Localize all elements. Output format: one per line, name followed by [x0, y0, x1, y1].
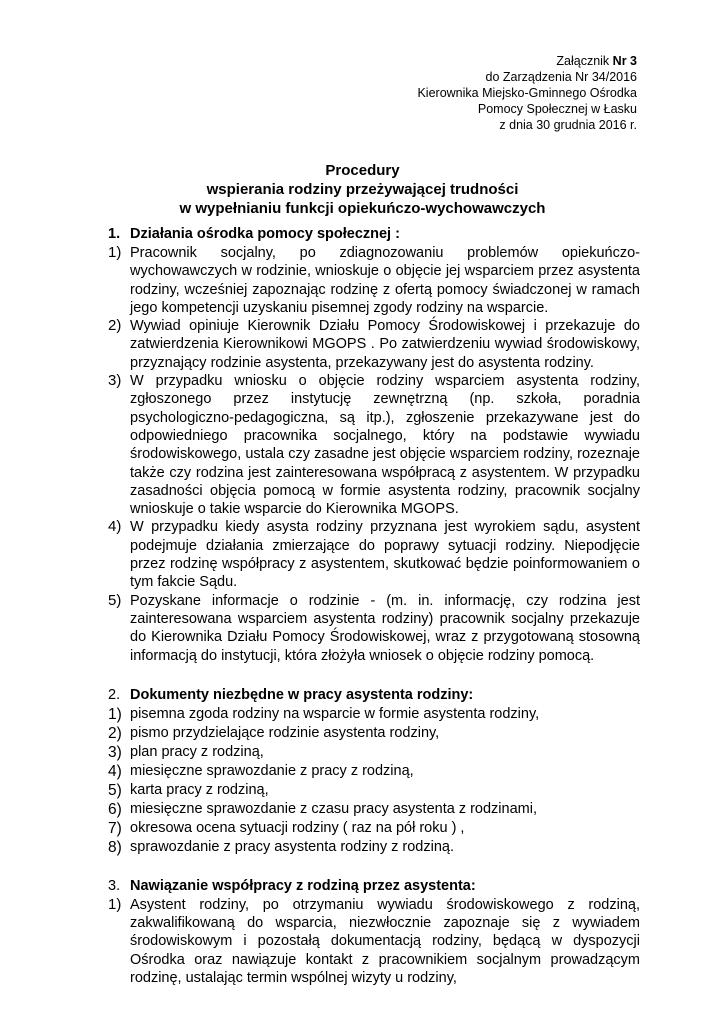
list-item: 1) Asystent rodziny, po otrzymaniu wywiadu środowiskowego z rodziną, zakwalifikowaną do wsparcia, niezwłocznie zapoznaje się z wywiadem środowiskowym i pozostałą dokumentacją rodziny, będącą w dyspozycji Ośrodka oraz nawiązuje kontakt z pracownikiem socjalnym prowadzącym rodzinę, ustalając termin wspólnej wizyty u rodziny, — [108, 895, 640, 987]
list-item: 2) pismo przydzielające rodzinie asystenta rodziny, — [108, 724, 440, 742]
list-item: 1) pisemna zgoda rodziny na wsparcie w formie asystenta rodziny, — [108, 705, 540, 723]
list-item: 7) okresowa ocena sytuacji rodziny ( raz na pół roku ) , — [108, 819, 465, 837]
list-item: 3) plan pracy z rodziną, — [108, 743, 264, 761]
list-item: 3) W przypadku wniosku o objęcie rodziny wsparciem asystenta rodziny, zgłoszonego przez instytucję zewnętrzną (np. szkoła, poradnia psychologiczno-pedagogiczna, są itp.), zgłoszenie przekazywane jest do odpowiedniego pracownika socjalnego, który na podstawie wywiadu środowiskowego, ustala czy zasadne jest objęcie wsparciem rodziny, rozeznaje także czy rodzina jest zainteresowana współpracą z asystentem. W przypadku zasadności objęcia pomocą w formie asystenta rodziny, pracownik socjalny wnioskuje o takie wsparcie do Kierownika MGOPS. — [108, 372, 640, 518]
section-2 — [108, 686, 640, 857]
attachment-number: Załącznik Nr 3 — [556, 54, 637, 68]
section-3 — [108, 877, 640, 987]
list-item: 5) karta pracy z rodziną, — [108, 781, 269, 799]
issue-date: z dnia 30 grudnia 2016 r. — [499, 118, 637, 132]
document-title: Procedury wspierania rodziny przeżywającej trudności w wypełnianiu funkcji opiekuńczo-wychowawczych — [179, 162, 546, 217]
section-heading: 1. Działania ośrodka pomocy społecznej : — [108, 226, 400, 242]
section-1 — [108, 225, 640, 665]
ordinance-number: do Zarządzenia Nr 34/2016 — [485, 70, 637, 84]
list-item: 8) sprawozdanie z pracy asystenta rodziny z rodziną. — [108, 838, 454, 856]
issuer-line-1: Kierownika Miejsko-Gminnego Ośrodka — [417, 86, 637, 100]
section-heading: 3. Nawiązanie współpracy z rodziną przez asystenta: — [108, 877, 476, 894]
list-item: 4) miesięczne sprawozdanie z pracy z rodziną, — [108, 762, 414, 780]
list-item: 2) Wywiad opiniuje Kierownik Działu Pomocy Środowiskowej i przekazuje do zatwierdzenia Kierownikowi MGOPS . Po zatwierdzeniu wywiad środowiskowy, przyznający rodzinie asystenta, przekazywany jest do asystenta rodziny. — [108, 317, 640, 371]
document-body — [108, 225, 640, 987]
issuer-line-2: Pomocy Społecznej w Łasku — [477, 102, 637, 116]
section-heading: 2. Dokumenty niezbędne w pracy asystenta rodziny: — [108, 686, 474, 703]
list-item: 4) W przypadku kiedy asysta rodziny przyznana jest wyrokiem sądu, asystent podejmuje działania zmierzające do poprawy sytuacji rodziny. Niepodjęcie przez rodzinę współpracy z asystentem, skutkować będzie poinformowaniem o tym fakcie Sądu. — [108, 518, 640, 591]
attachment-header — [417, 53, 637, 133]
list-item: 6) miesięczne sprawozdanie z czasu pracy asystenta z rodzinami, — [108, 800, 537, 818]
list-item: 1) Pracownik socjalny, po zdiagnozowaniu problemów opiekuńczo-wychowawczych w rodzinie, wnioskuje o objęcie jej wsparciem przez asystenta rodziny, wcześniej zapoznając rodzinę z ofertą pomocy świadczonej w ramach jego kompetencji uzyskaniu pisemnej zgody rodziny na wsparcie. — [108, 244, 640, 316]
list-item: 5) Pozyskane informacje o rodzinie - (m. in. informację, czy rodzina jest zainteresowana wsparciem asystenta rodziny) pracownik socjalny przekazuje do Kierownika Działu Pomocy Środowiskowej, wraz z przygotowaną stosowną informacją do instytucji, która złożyła wniosek o objęcie rodziny pomocą. — [108, 591, 640, 664]
